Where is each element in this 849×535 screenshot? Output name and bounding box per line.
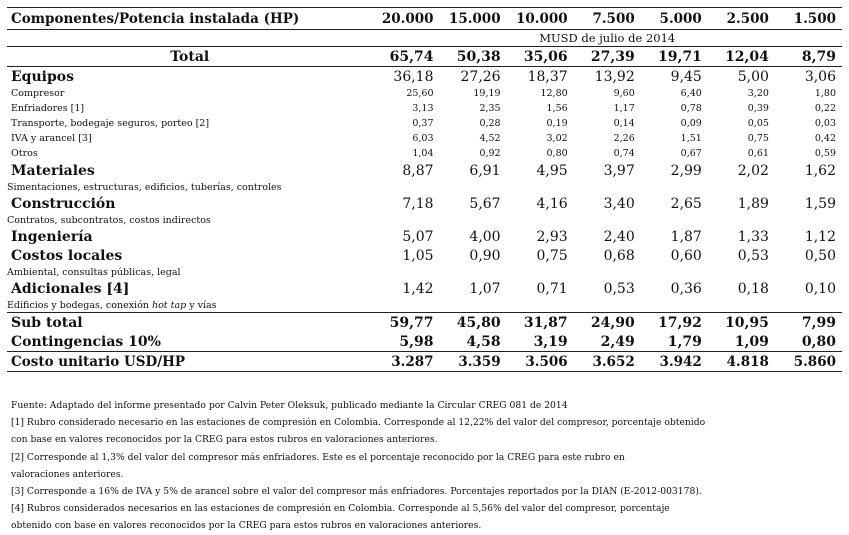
cell-value: 3,97 [603, 162, 635, 179]
capacity-header: 1.500 [775, 8, 842, 30]
cell-value: 0,50 [804, 247, 836, 264]
cell-value: 2,65 [670, 195, 702, 212]
cell-value: 0,42 [814, 133, 836, 144]
cell-value: 2,99 [670, 162, 702, 179]
table-row [7, 352, 842, 372]
cell-value: 3,06 [804, 68, 836, 85]
cell-value: 0,71 [536, 280, 568, 297]
units-row [7, 30, 842, 47]
cell-value: 4,95 [536, 162, 568, 179]
cell-value: 5,00 [737, 68, 769, 85]
cell-value: 1,04 [412, 148, 434, 159]
cell-value: 1,33 [737, 228, 769, 245]
cell-value: 2,49 [600, 333, 635, 350]
row-label: Total [7, 47, 372, 67]
table-row [7, 131, 842, 146]
cost-table [7, 7, 842, 372]
cell-value: 0,05 [747, 118, 769, 129]
cell-value: 1,79 [667, 333, 702, 350]
cell-value: 12,04 [708, 47, 775, 67]
row-note: Ambiental, consultas públicas, legal [7, 266, 181, 278]
cell-value: 0,80 [546, 148, 568, 159]
cell-value: 24,90 [574, 313, 641, 333]
cell-value: 0,36 [670, 280, 702, 297]
row-label: Enfriadores [1] [11, 103, 85, 114]
cell-value: 2,26 [613, 133, 635, 144]
note-text: Edificios y bodegas, conexión [7, 299, 152, 311]
cell-value: 5.860 [775, 352, 842, 372]
table-row [7, 246, 842, 265]
cell-value: 7,99 [775, 313, 842, 333]
cell-value: 0,92 [479, 148, 501, 159]
footnote-1-continued: con base en valores reconocidos por la CREG para estos rubros en valoraciones anteriores. [11, 434, 438, 446]
cell-value: 1,89 [737, 195, 769, 212]
cell-value: 3,19 [533, 333, 568, 350]
table-row [7, 298, 842, 313]
cell-value: 4,16 [536, 195, 568, 212]
row-label: Costo unitario USD/HP [7, 352, 372, 372]
capacity-header: 15.000 [440, 8, 507, 30]
cell-value: 3,40 [603, 195, 635, 212]
cell-value: 19,19 [473, 88, 501, 99]
table-row [7, 265, 842, 279]
cell-value: 0,90 [469, 247, 501, 264]
cell-value: 1,17 [613, 103, 635, 114]
source-note: Fuente: Adaptado del informe presentado por Calvin Peter Oleksuk, publicado mediante la Circular CREG 081 de 2014 [11, 400, 568, 411]
cell-value: 45,80 [440, 313, 507, 333]
cell-value: 1,62 [804, 162, 836, 179]
capacity-header: 10.000 [507, 8, 574, 30]
cell-value: 18,37 [527, 68, 568, 85]
cell-value: 4,00 [469, 228, 501, 245]
cell-value: 1,56 [546, 103, 568, 114]
table-header-row [7, 8, 842, 30]
footnote-1: [1] Rubro considerado necesario en las estaciones de compresión en Colombia. Corresponde al 12,22% del valor del compresor, porcentaje obtenido [11, 417, 706, 429]
cell-value: 13,92 [594, 68, 635, 85]
cell-value: 1,09 [734, 333, 769, 350]
table-row [7, 67, 842, 87]
cell-value: 0,10 [804, 280, 836, 297]
cell-value: 10,95 [708, 313, 775, 333]
cell-value: 9,60 [613, 88, 635, 99]
table-row [7, 116, 842, 131]
capacity-header: 2.500 [708, 8, 775, 30]
cell-value: 0,74 [613, 148, 635, 159]
table-row [7, 313, 842, 333]
capacity-header: 7.500 [574, 8, 641, 30]
table-row [7, 194, 842, 213]
cell-value: 0,39 [747, 103, 769, 114]
cell-value: 1,51 [680, 133, 702, 144]
footnote-4-continued: obtenido con base en valores reconocidos por la CREG para estos rubros en valoraciones anteriores. [11, 520, 482, 532]
cell-value: 0,28 [479, 118, 501, 129]
table-row [7, 332, 842, 352]
cell-value: 27,39 [574, 47, 641, 67]
table-row [7, 146, 842, 161]
table-row [7, 47, 842, 67]
cell-value: 36,18 [393, 68, 434, 85]
table-row [7, 227, 842, 246]
capacity-header: 20.000 [372, 8, 439, 30]
row-label: Materiales [11, 162, 95, 179]
row-note [7, 298, 842, 313]
cell-value: 6,40 [680, 88, 702, 99]
row-label: Transporte, bodegaje seguros, porteo [2] [11, 118, 210, 129]
cell-value: 9,45 [670, 68, 702, 85]
cell-value: 17,92 [641, 313, 708, 333]
cell-value: 3.359 [440, 352, 507, 372]
footnote-4: [4] Rubros considerados necesarios en las estaciones de compresión en Colombia. Corresponde al 5,56% del valor del compresor, porcentaje [11, 503, 670, 515]
footnote-2-continued: valoraciones anteriores. [11, 468, 124, 480]
cell-value: 1,80 [814, 88, 836, 99]
cell-value: 3.942 [641, 352, 708, 372]
cell-value: 19,71 [641, 47, 708, 67]
cell-value: 0,67 [680, 148, 702, 159]
table-row [7, 213, 842, 227]
row-label: Contingencias 10% [11, 333, 161, 350]
units-label: MUSD de julio de 2014 [372, 30, 842, 47]
row-label: Compresor [11, 88, 65, 99]
cell-value: 0,59 [814, 148, 836, 159]
cell-value: 3,13 [412, 103, 434, 114]
row-label: IVA y arancel [3] [11, 133, 92, 144]
cell-value: 0,80 [801, 333, 836, 350]
cell-value: 8,79 [775, 47, 842, 67]
cell-value: 0,78 [680, 103, 702, 114]
cell-value: 1,12 [804, 228, 836, 245]
cell-value: 5,98 [399, 333, 434, 350]
row-label: Sub total [7, 313, 372, 333]
cell-value: 2,02 [737, 162, 769, 179]
cell-value: 50,38 [440, 47, 507, 67]
footnote-3: [3] Corresponde a 16% de IVA y 5% de arancel sobre el valor del compresor más enfriadores. Porcentajes reportados por la DIAN (E-2012-003178). [11, 486, 702, 498]
cell-value: 6,91 [469, 162, 501, 179]
note-text: y vías [186, 299, 217, 311]
row-label: Equipos [11, 68, 74, 85]
cell-value: 4.818 [708, 352, 775, 372]
cell-value: 4,52 [479, 133, 501, 144]
units-spacer [7, 30, 372, 47]
cell-value: 65,74 [372, 47, 439, 67]
table-row [7, 86, 842, 101]
cell-value: 31,87 [507, 313, 574, 333]
cell-value: 1,07 [469, 280, 501, 297]
cell-value: 3,20 [747, 88, 769, 99]
cell-value: 12,80 [540, 88, 568, 99]
capacity-header: 5.000 [641, 8, 708, 30]
cell-value: 3.652 [574, 352, 641, 372]
cell-value: 2,93 [536, 228, 568, 245]
row-note: Contratos, subcontratos, costos indirectos [7, 214, 211, 226]
footnotes [11, 397, 841, 535]
cell-value: 3,02 [546, 133, 568, 144]
table-row [7, 161, 842, 180]
cell-value: 59,77 [372, 313, 439, 333]
cell-value: 0,37 [412, 118, 434, 129]
cell-value: 0,22 [814, 103, 836, 114]
cell-value: 0,75 [747, 133, 769, 144]
note-italic-text: hot tap [151, 299, 187, 311]
table-row [7, 101, 842, 116]
cell-value: 2,40 [603, 228, 635, 245]
cell-value: 0,03 [814, 118, 836, 129]
cell-value: 0,75 [536, 247, 568, 264]
cell-value: 25,60 [406, 88, 434, 99]
cell-value: 1,87 [670, 228, 702, 245]
cell-value: 1,42 [402, 280, 434, 297]
cell-value: 0,60 [670, 247, 702, 264]
cell-value: 0,09 [680, 118, 702, 129]
cell-value: 3.287 [372, 352, 439, 372]
table-row [7, 279, 842, 298]
cell-value: 8,87 [402, 162, 434, 179]
cell-value: 1,59 [804, 195, 836, 212]
row-label: Ingeniería [11, 228, 93, 245]
cell-value: 5,07 [402, 228, 434, 245]
row-label: Adicionales [4] [11, 280, 130, 297]
cell-value: 0,19 [546, 118, 568, 129]
cell-value: 0,53 [603, 280, 635, 297]
row-label: Otros [11, 148, 38, 159]
cell-value: 2,35 [479, 103, 501, 114]
cell-value: 0,53 [737, 247, 769, 264]
cell-value: 0,61 [747, 148, 769, 159]
cell-value: 5,67 [469, 195, 501, 212]
header-label: Componentes/Potencia instalada (HP) [7, 8, 372, 30]
cell-value: 1,05 [402, 247, 434, 264]
cell-value: 0,68 [603, 247, 635, 264]
row-label: Construcción [11, 195, 116, 212]
cell-value: 4,58 [466, 333, 501, 350]
table-row [7, 180, 842, 194]
cell-value: 0,18 [737, 280, 769, 297]
cell-value: 0,14 [613, 118, 635, 129]
row-note: Simentaciones, estructuras, edificios, tuberías, controles [7, 181, 282, 193]
cell-value: 6,03 [412, 133, 434, 144]
cell-value: 3.506 [507, 352, 574, 372]
footnote-2: [2] Corresponde al 1,3% del valor del compresor más enfriadores. Este es el porcentaje reconocido por la CREG para este rubro en [11, 451, 625, 463]
cell-value: 7,18 [402, 195, 434, 212]
cell-value: 27,26 [460, 68, 501, 85]
row-label: Costos locales [11, 247, 123, 264]
cell-value: 35,06 [507, 47, 574, 67]
